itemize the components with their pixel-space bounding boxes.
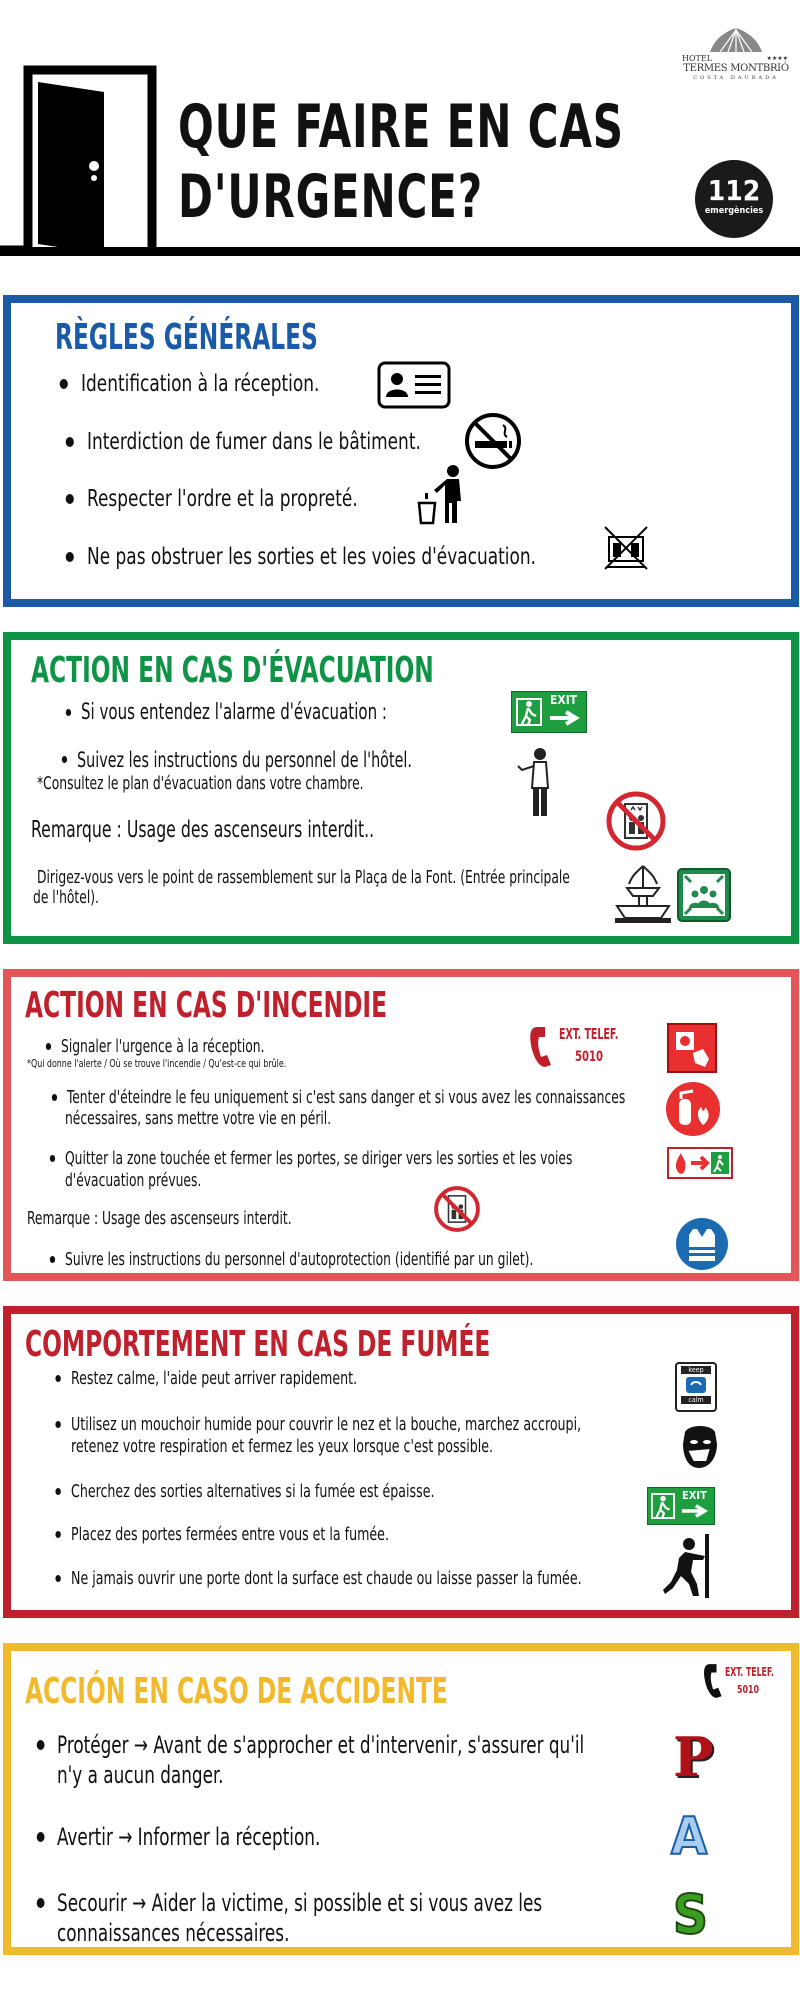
section-title: COMPORTEMENT EN CAS DE FUMÉE <box>25 1324 491 1365</box>
ext-number: 5010 <box>575 1049 604 1065</box>
section-title: ACTION EN CAS D'INCENDIE <box>25 985 388 1026</box>
letter-s-icon: S <box>673 1883 708 1946</box>
list-item-cont: d'évacuation prévues. <box>65 1170 202 1191</box>
exit-sign-icon: EXIT <box>647 1487 715 1525</box>
ext-label: EXT. TELEF. <box>559 1025 619 1043</box>
list-item: Si vous entendez l'alarme d'évacuation : <box>81 700 387 725</box>
section-title: RÈGLES GÉNÉRALES <box>55 317 318 358</box>
fire-exit-icon <box>667 1147 733 1179</box>
page-title: QUE FAIRE EN CAS D'URGENCE? <box>178 92 624 232</box>
keep-calm-icon: keep calm <box>675 1362 717 1412</box>
remark-text: Remarque : Usage des ascenseurs interdit. <box>27 1208 292 1229</box>
note-text: *Consultez le plan d'évacuation dans votre chambre. <box>37 773 364 794</box>
list-item: Ne jamais ouvrir une porte dont la surface est chaude ou laisse passer la fumée. <box>71 1568 582 1589</box>
list-item: Restez calme, l'aide peut arriver rapidement. <box>71 1368 358 1389</box>
open-door-icon <box>34 78 114 258</box>
push-door-icon <box>661 1532 717 1600</box>
assembly-text: Dirigez-vous vers le point de rassemblement sur la Plaça de la Font. (Entrée principale <box>37 867 570 888</box>
general-rules-section <box>3 295 799 607</box>
exit-sign-icon: EXIT <box>511 691 587 733</box>
hotel-logo: HOTEL ★★★★ TERMES MONTBRIÓ COSTA DAURADA <box>682 26 790 86</box>
no-smoking-icon <box>463 411 523 471</box>
face-mask-icon <box>677 1422 723 1472</box>
list-item: Ne pas obstruer les sorties et les voies d'évacuation. <box>87 544 537 570</box>
fountain-icon <box>611 862 675 926</box>
assembly-point-icon <box>677 868 731 922</box>
accident-section <box>3 1643 799 1955</box>
list-item: Suivre les instructions du personnel d'autoprotection (identifié par un gilet). <box>65 1249 534 1270</box>
list-item: Protéger → Avant de s'approcher et d'intervenir, s'assurer qu'il <box>57 1731 585 1759</box>
list-item: Respecter l'ordre et la propreté. <box>87 486 358 512</box>
assembly-text-2: de l'hôtel). <box>33 887 99 908</box>
no-elevator-icon <box>433 1185 481 1233</box>
remark-text: Remarque : Usage des ascenseurs interdit.. <box>31 817 375 843</box>
trash-person-icon <box>415 463 475 525</box>
note-text: *Qui donne l'alerte / Où se trouve l'incendie / Qu'est-ce qui brûle. <box>27 1057 287 1070</box>
list-item-cont: n'y a aucun danger. <box>57 1761 224 1789</box>
list-item-cont: nécessaires, sans mettre votre vie en péril. <box>65 1108 332 1129</box>
fire-section <box>3 969 799 1281</box>
ext-label: EXT. TELEF. <box>725 1665 774 1679</box>
list-item: Signaler l'urgence à la réception. <box>61 1036 265 1057</box>
id-card-icon <box>377 361 451 409</box>
evacuation-section <box>3 632 799 944</box>
list-item: Cherchez des sorties alternatives si la fumée est épaisse. <box>71 1481 435 1502</box>
section-title: ACCIÓN EN CASO DE ACCIDENTE <box>25 1671 448 1712</box>
fire-extinguisher-icon <box>665 1081 721 1137</box>
logo-fan-icon <box>706 26 766 54</box>
list-item: Interdiction de fumer dans le bâtiment. <box>87 429 421 455</box>
fire-alarm-icon <box>667 1023 717 1073</box>
phone-icon <box>529 1025 555 1069</box>
list-item: Utilisez un mouchoir humide pour couvrir le nez et la bouche, marchez accroupi, <box>71 1414 582 1435</box>
list-item: Suivez les instructions du personnel de l'hôtel. <box>77 748 412 772</box>
list-item: Avertir → Informer la réception. <box>57 1823 321 1851</box>
no-elevator-icon <box>605 790 667 852</box>
list-item: Quitter la zone touchée et fermer les portes, se diriger vers les sorties et les voies <box>65 1148 573 1169</box>
list-item: Identification à la réception. <box>81 371 320 397</box>
ext-number: 5010 <box>737 1683 760 1696</box>
blocked-exit-icon <box>601 523 651 573</box>
letter-p-icon: P <box>673 1725 714 1789</box>
list-item: Placez des portes fermées entre vous et la fumée. <box>71 1524 389 1545</box>
section-title: ACTION EN CAS D'ÉVACUATION <box>31 650 434 691</box>
list-item: Secourir → Aider la victime, si possible et si vous avez les <box>57 1889 543 1917</box>
phone-icon <box>703 1661 725 1701</box>
letter-a-icon: A <box>671 1807 708 1867</box>
list-item: Tenter d'éteindre le feu uniquement si c'est sans danger et si vous avez les connaissances <box>67 1087 626 1108</box>
list-item-cont: retenez votre respiration et fermez les yeux lorsque c'est possible. <box>71 1436 494 1457</box>
safety-vest-icon <box>675 1217 729 1271</box>
list-item-cont: connaissances nécessaires. <box>57 1919 290 1947</box>
emergency-112-badge: 112 emergències <box>695 160 773 238</box>
staff-person-icon <box>516 746 562 820</box>
smoke-section <box>3 1306 799 1618</box>
